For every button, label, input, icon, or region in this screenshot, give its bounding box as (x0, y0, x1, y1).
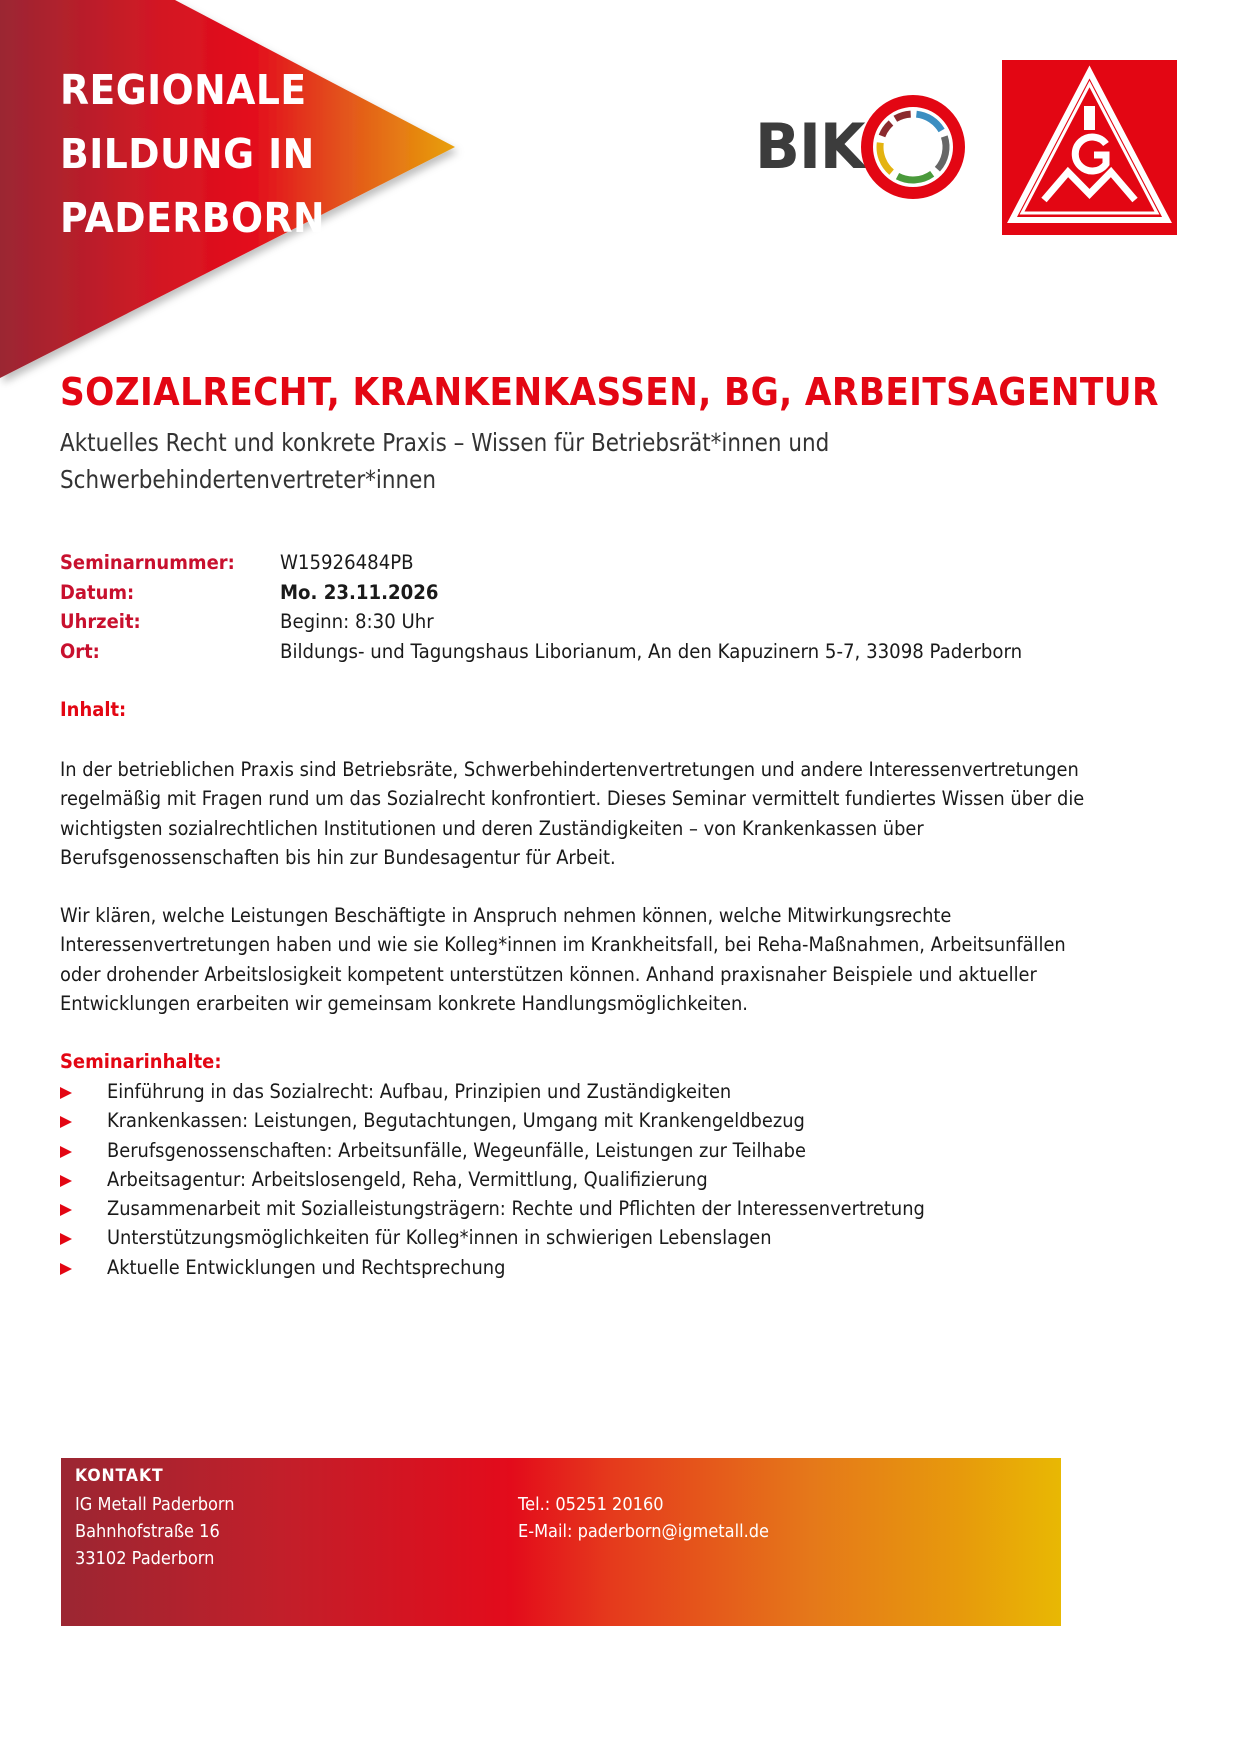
banner-line: BILDUNG IN (60, 130, 315, 178)
contact-street: Bahnhofstraße 16 (75, 1521, 220, 1542)
info-label: Seminarnummer: (60, 551, 235, 575)
paragraph-line: oder drohender Arbeitslosigkeit kompetent unterstützen können. Anhand praxisnaher Beispiele und aktueller (60, 962, 1037, 986)
topic-text: Einführung in das Sozialrecht: Aufbau, Prinzipien und Zuständigkeiten (107, 1080, 732, 1103)
contact-city: 33102 Paderborn (75, 1548, 215, 1569)
bik-logo-text: BIK (755, 110, 865, 183)
banner-line: REGIONALE (60, 66, 307, 114)
banner-line: PADERBORN (60, 194, 326, 242)
contact-heading: KONTAKT (75, 1466, 164, 1486)
info-value: Bildungs- und Tagungshaus Liborianum, An den Kapuzinern 5-7, 33098 Paderborn (280, 639, 1023, 663)
info-label: Ort: (60, 639, 100, 663)
contact-email[interactable]: E-Mail: paderborn@igmetall.de (518, 1521, 769, 1542)
banner-title (60, 58, 325, 250)
triangle-bullet-icon (60, 1204, 72, 1216)
ring-segment (880, 143, 892, 173)
ring-segment (898, 174, 933, 180)
info-row-location (60, 637, 1078, 667)
ig-metall-logo (1002, 60, 1177, 235)
info-value: Beginn: 8:30 Uhr (280, 610, 434, 634)
subtitle-line: Schwerbehindertenvertreter*innen (60, 465, 436, 494)
info-row-date (60, 578, 1078, 608)
triangle-bullet-icon (60, 1175, 72, 1187)
topic-text: Unterstützungsmöglichkeiten für Kolleg*innen in schwierigen Lebenslagen (107, 1226, 772, 1250)
contact-phone[interactable]: Tel.: 05251 20160 (518, 1494, 664, 1515)
subtitle-line: Aktuelles Recht und konkrete Praxis – Wissen für Betriebsrät*innen und (60, 428, 830, 457)
bik-ring-icon (860, 94, 966, 200)
bik-logo (755, 92, 970, 202)
topics-heading: Seminarinhalte: (60, 1050, 222, 1073)
info-value: Mo. 23.11.2026 (280, 580, 439, 604)
info-label: Datum: (60, 580, 135, 604)
info-value: W15926484PB (280, 551, 414, 575)
ring-segment (895, 114, 910, 119)
paragraph-line: In der betrieblichen Praxis sind Betriebsräte, Schwerbehindertenvertretungen und andere Interessenvertretungen (60, 758, 1079, 781)
topic-text: Arbeitsagentur: Arbeitslosengeld, Reha, Vermittlung, Qualifizierung (107, 1167, 708, 1191)
content-paragraph (60, 755, 1231, 872)
triangle-bullet-icon (60, 1146, 72, 1158)
paragraph-line: regelmäßig mit Fragen rund um das Sozialrecht konfrontiert. Dieses Seminar vermittelt fundiertes Wissen über die (60, 787, 1085, 811)
seminar-title: SOZIALRECHT, KRANKENKASSEN, BG, ARBEITSAGENTUR (60, 370, 1159, 414)
info-row-time (60, 607, 1078, 637)
igm-letter-i (1084, 106, 1095, 130)
content-paragraph (60, 901, 1231, 1018)
triangle-bullet-icon (60, 1263, 72, 1275)
topic-text: Aktuelle Entwicklungen und Rechtsprechung (107, 1255, 506, 1279)
topic-text: Zusammenarbeit mit Sozialleistungsträgern: Rechte und Pflichten der Interessenvertretung (107, 1197, 925, 1221)
paragraph-line: Entwicklungen erarbeiten wir gemeinsam konkrete Handlungsmöglichkeiten. (60, 991, 748, 1015)
seminar-info (60, 548, 1078, 666)
topic-text: Berufsgenossenschaften: Arbeitsunfälle, Wegeunfälle, Leistungen zur Teilhabe (107, 1138, 806, 1162)
paragraph-line: Berufsgenossenschaften bis hin zur Bundesagentur für Arbeit. (60, 845, 616, 869)
triangle-bullet-icon (60, 1116, 72, 1128)
seminar-subtitle (60, 424, 920, 498)
triangle-bullet-icon (60, 1233, 72, 1245)
ring-segment (882, 123, 891, 136)
info-label: Uhrzeit: (60, 610, 141, 634)
ring-segment (937, 137, 946, 170)
paragraph-line: Wir klären, welche Leistungen Beschäftigte in Anspruch nehmen können, welche Mitwirkungsrechte (60, 904, 952, 927)
paragraph-line: wichtigsten sozialrechtlichen Institutionen und deren Zuständigkeiten – von Krankenkassen über (60, 816, 924, 840)
contact-organization: IG Metall Paderborn (75, 1494, 235, 1515)
info-row-seminar-number (60, 548, 1078, 578)
ring-segment (916, 114, 941, 130)
contact-box (61, 1458, 1061, 1626)
paragraph-line: Interessenvertretungen haben und wie sie Kolleg*innen im Krankheitsfall, bei Reha-Maßnahmen, Arbeitsunfällen (60, 933, 1066, 957)
content-heading: Inhalt: (60, 698, 127, 721)
triangle-bullet-icon (60, 1087, 72, 1099)
topic-text: Krankenkassen: Leistungen, Begutachtungen, Umgang mit Krankengeldbezug (107, 1109, 805, 1133)
